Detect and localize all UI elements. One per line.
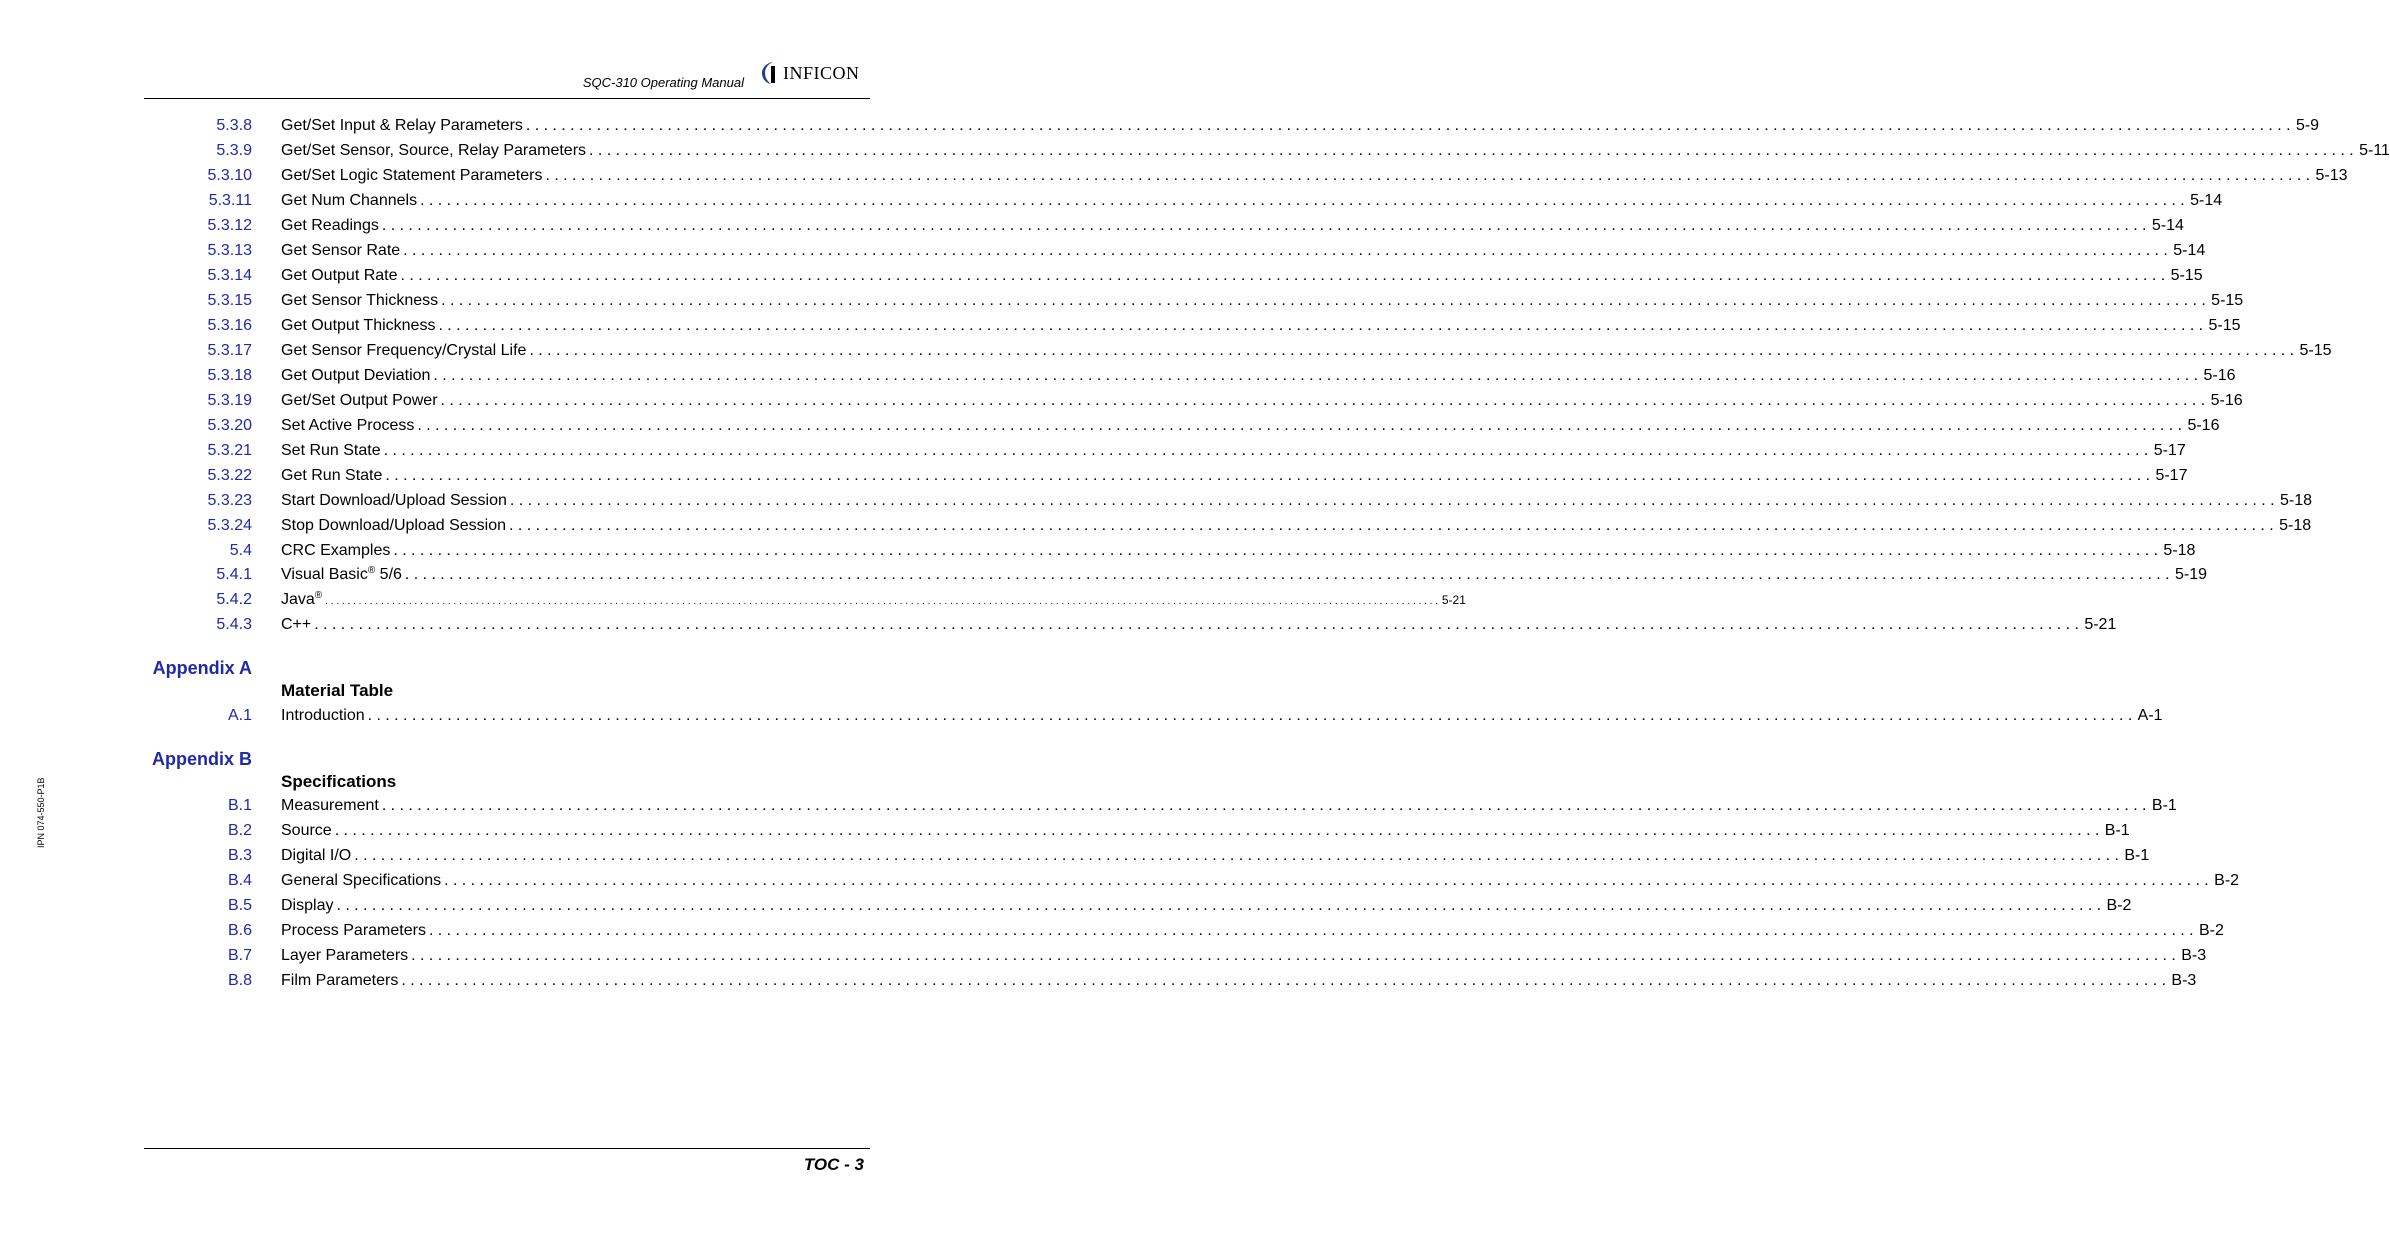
dot-leader: ........................................................................................................................................................................................................ xyxy=(438,317,2208,334)
toc-entry-title: Visual Basic® 5/6 xyxy=(281,565,402,583)
toc-row-java xyxy=(0,590,1466,613)
dot-leader: ........................................................................................................................................................................................................ xyxy=(509,517,2279,534)
toc-entry[interactable] xyxy=(281,242,2206,260)
toc-section-number[interactable]: B.2 xyxy=(227,822,252,839)
toc-section-number[interactable]: A.1 xyxy=(227,707,252,724)
toc-entry-title: Get/Set Sensor, Source, Relay Parameters xyxy=(281,142,587,159)
toc-page-number: 5-18 xyxy=(2279,492,2312,509)
dot-leader: ........................................................................................................................................................................................................ xyxy=(444,872,2214,889)
toc-entry[interactable] xyxy=(281,492,2312,510)
toc-page-number: B-3 xyxy=(2181,947,2207,964)
toc-row xyxy=(0,797,2177,819)
toc-section-number[interactable]: 5.3.13 xyxy=(207,242,252,259)
toc-row xyxy=(0,492,2312,514)
toc-entry[interactable] xyxy=(281,565,2208,584)
toc-entry[interactable] xyxy=(281,442,2186,460)
toc-page-number: 5-14 xyxy=(2173,242,2206,259)
toc-entry-title: Get Sensor Thickness xyxy=(281,292,439,309)
toc-page-number: 5-15 xyxy=(2170,267,2203,284)
toc-row xyxy=(0,142,2390,164)
toc-row xyxy=(0,947,2207,969)
toc-row xyxy=(0,847,2150,869)
toc-page-number: 5-16 xyxy=(2203,367,2236,384)
toc-entry-title: Get/Set Input & Relay Parameters xyxy=(281,117,523,134)
toc-entry[interactable] xyxy=(281,872,2240,890)
toc-row xyxy=(0,417,2220,439)
toc-entry-title: Get/Set Logic Statement Parameters xyxy=(281,167,543,184)
toc-section-number[interactable]: 5.4.2 xyxy=(216,591,252,608)
toc-row-visual-basic xyxy=(0,565,2208,588)
toc-section-number[interactable]: B.1 xyxy=(227,797,252,814)
dot-leader: ........................................................................................................................................................................................................ xyxy=(383,442,2153,459)
toc-entry-title: Java® xyxy=(281,590,323,608)
registered-mark: ® xyxy=(367,565,376,576)
dot-leader: ........................................................................................................................................................................................................ xyxy=(404,566,2174,583)
toc-entry[interactable] xyxy=(281,707,2163,725)
toc-section-number[interactable]: B.3 xyxy=(227,847,252,864)
toc-entry[interactable] xyxy=(281,616,2117,634)
toc-row xyxy=(0,897,2132,919)
logo-text: INFICON xyxy=(783,62,860,83)
toc-entry[interactable] xyxy=(281,192,2223,210)
dot-leader: ........................................................................................................................................................................................................ xyxy=(381,217,2151,234)
toc-row xyxy=(0,292,2244,314)
toc-entry[interactable] xyxy=(281,342,2332,360)
dot-leader: ........................................................................................................................................................................................................ xyxy=(385,467,2155,484)
toc-section-number[interactable]: B.5 xyxy=(227,897,252,914)
dot-leader: ........................................................................................................................................................................................................ xyxy=(367,707,2137,724)
toc-entry-title: Display xyxy=(281,897,334,914)
toc-entry-title: Digital I/O xyxy=(281,847,352,864)
toc-page-number: 5-15 xyxy=(2211,292,2244,309)
toc-entry-title: Get Num Channels xyxy=(281,192,418,209)
toc-row-cpp xyxy=(0,616,2117,638)
toc-page-number: 5-21 xyxy=(2084,616,2117,633)
dot-leader: ........................................................................................................................................................................................................ xyxy=(417,417,2187,434)
dot-leader: ........................................................................................................................................................................................................ xyxy=(509,492,2279,509)
appendix-b-label[interactable]: Appendix B xyxy=(151,749,252,769)
toc-page-number: B-1 xyxy=(2104,822,2130,839)
toc-page-number: 5-14 xyxy=(2190,192,2223,209)
dot-leader: ........................................................................................................................................................................................................ xyxy=(393,542,2163,559)
toc-entry[interactable] xyxy=(281,217,2184,235)
toc-entry[interactable] xyxy=(281,417,2220,435)
toc-entry-title: Get Output Deviation xyxy=(281,367,431,384)
toc-section-number[interactable]: 5.3.17 xyxy=(207,342,252,359)
toc-section-number[interactable]: 5.3.20 xyxy=(207,417,252,434)
toc-section-number[interactable]: 5.3.18 xyxy=(207,367,252,384)
dot-leader: ........................................................................................................................................................................................................ xyxy=(420,192,2190,209)
toc-entry[interactable] xyxy=(281,797,2177,815)
dot-leader: ........................................................................................................................................................................................................ xyxy=(433,367,2203,384)
toc-entry-title: Film Parameters xyxy=(281,972,399,989)
toc-page-number: B-1 xyxy=(2124,847,2150,864)
dot-leader: ........................................................................................................................................................................................................ xyxy=(589,142,2359,159)
toc-section-number[interactable]: B.6 xyxy=(227,922,252,939)
toc-entry[interactable] xyxy=(281,590,1466,609)
toc-row xyxy=(0,707,2163,729)
dot-leader: ........................................................................................................................................................................................................ xyxy=(440,392,2210,409)
inficon-logo-icon xyxy=(760,61,780,85)
dot-leader: ........................................................................................................................................................................................................ xyxy=(545,167,2315,184)
toc-row xyxy=(0,242,2206,264)
toc-entry[interactable] xyxy=(281,117,2320,135)
registered-mark: ® xyxy=(314,590,323,601)
toc-row xyxy=(0,517,2312,539)
toc-page-number: 5-16 xyxy=(2210,392,2243,409)
toc-entry-title: Measurement xyxy=(281,797,379,814)
document-id: IPN 074-550-P1B xyxy=(36,777,46,848)
header-rule xyxy=(144,98,870,99)
toc-entry[interactable] xyxy=(281,292,2244,310)
toc-entry[interactable] xyxy=(281,142,2390,160)
appendix-a-heading: Material Table xyxy=(281,681,394,700)
toc-row xyxy=(0,167,2348,189)
toc-section-number[interactable]: B.4 xyxy=(227,872,252,889)
toc-row xyxy=(0,442,2186,464)
toc-entry[interactable] xyxy=(281,897,2132,915)
toc-row xyxy=(0,467,2188,489)
toc-entry[interactable] xyxy=(281,542,2196,560)
dot-leader: ........................................................................................................................................................................................................ xyxy=(325,596,1441,607)
toc-page-number: 5-9 xyxy=(2295,117,2320,134)
toc-page-number: 5-11 xyxy=(2359,142,2390,159)
dot-leader: ........................................................................................................................................................................................................ xyxy=(529,342,2299,359)
toc-page-number: 5-15 xyxy=(2299,342,2332,359)
dot-leader: ........................................................................................................................................................................................................ xyxy=(428,922,2198,939)
toc-entry-title: CRC Examples xyxy=(281,542,391,559)
toc-page-number: B-1 xyxy=(2151,797,2177,814)
toc-page-number: 5-17 xyxy=(2155,467,2188,484)
toc-entry-title: Start Download/Upload Session xyxy=(281,492,507,509)
toc-section-number[interactable]: 5.3.10 xyxy=(207,167,252,184)
footer-page-number: TOC - 3 xyxy=(803,1155,864,1174)
dot-leader: ........................................................................................................................................................................................................ xyxy=(525,117,2295,134)
toc-section-number[interactable]: 5.3.21 xyxy=(207,442,252,459)
toc-entry-title: Source xyxy=(281,822,332,839)
toc-entry-title: Get Sensor Frequency/Crystal Life xyxy=(281,342,527,359)
toc-row xyxy=(0,542,2196,564)
toc-entry-title: Set Run State xyxy=(281,442,381,459)
toc-entry-title: Stop Download/Upload Session xyxy=(281,517,507,534)
dot-leader: ........................................................................................................................................................................................................ xyxy=(334,822,2104,839)
toc-section-number[interactable]: B.7 xyxy=(227,947,252,964)
toc-entry[interactable] xyxy=(281,367,2236,385)
toc-page-number: 5-14 xyxy=(2151,217,2184,234)
toc-row xyxy=(0,392,2243,414)
toc-entry[interactable] xyxy=(281,392,2243,410)
footer-rule xyxy=(144,1148,870,1149)
toc-row xyxy=(0,972,2197,994)
toc-entry-title: Get Output Rate xyxy=(281,267,398,284)
toc-section-number[interactable]: 5.3.23 xyxy=(207,492,252,509)
toc-page-number: B-2 xyxy=(2199,922,2224,939)
dot-leader: ........................................................................................................................................................................................................ xyxy=(441,292,2211,309)
toc-row xyxy=(0,367,2236,389)
toc-row xyxy=(0,117,2320,139)
dot-leader: ........................................................................................................................................................................................................ xyxy=(411,947,2181,964)
toc-page-number: 5-16 xyxy=(2187,417,2220,434)
toc-entry-title: Introduction xyxy=(281,707,365,724)
toc-section-number[interactable]: 5.3.14 xyxy=(207,267,252,284)
toc-entry-title: Layer Parameters xyxy=(281,947,409,964)
toc-entry-title: Get Sensor Rate xyxy=(281,242,401,259)
toc-entry[interactable] xyxy=(281,517,2312,535)
toc-row xyxy=(0,822,2130,844)
toc-section-number[interactable]: 5.4.3 xyxy=(216,616,252,633)
toc-entry-title: General Specifications xyxy=(281,872,442,889)
toc-entry-title: Process Parameters xyxy=(281,922,426,939)
toc-section-number[interactable]: 5.4 xyxy=(229,542,252,559)
toc-section-number[interactable]: 5.4.1 xyxy=(216,566,252,583)
toc-row xyxy=(0,317,2241,339)
toc-page-number: A-1 xyxy=(2137,707,2163,724)
toc-page-number: 5-18 xyxy=(2163,542,2196,559)
dot-leader: ........................................................................................................................................................................................................ xyxy=(403,242,2173,259)
dot-leader: ........................................................................................................................................................................................................ xyxy=(354,847,2124,864)
toc-section-number[interactable]: 5.3.19 xyxy=(207,392,252,409)
toc-page-number: B-2 xyxy=(2214,872,2240,889)
toc-section-number[interactable]: 5.3.8 xyxy=(216,117,252,134)
toc-entry[interactable] xyxy=(281,972,2197,990)
toc-page-number: 5-15 xyxy=(2208,317,2241,334)
toc-row xyxy=(0,192,2223,214)
toc-section-number[interactable]: 5.3.22 xyxy=(207,467,252,484)
toc-entry-title: Get Readings xyxy=(281,217,379,234)
toc-page-number: 5-17 xyxy=(2153,442,2186,459)
toc-page-number: 5-18 xyxy=(2279,517,2312,534)
appendix-a-label[interactable]: Appendix A xyxy=(152,658,252,678)
toc-entry-title: C++ xyxy=(281,616,312,633)
toc-entry[interactable] xyxy=(281,947,2207,965)
toc-section-number[interactable]: 5.3.24 xyxy=(207,517,252,534)
dot-leader: ........................................................................................................................................................................................................ xyxy=(401,972,2171,989)
toc-entry[interactable] xyxy=(281,317,2241,335)
toc-entry[interactable] xyxy=(281,922,2224,940)
toc-row xyxy=(0,217,2184,239)
toc-page-number: 5-13 xyxy=(2315,167,2348,184)
toc-section-number[interactable]: 5.3.16 xyxy=(207,317,252,334)
dot-leader: ........................................................................................................................................................................................................ xyxy=(400,267,2170,284)
toc-section-number[interactable]: B.8 xyxy=(227,972,252,989)
dot-leader: ........................................................................................................................................................................................................ xyxy=(381,797,2151,814)
toc-entry-title: Get Run State xyxy=(281,467,383,484)
toc-entry[interactable] xyxy=(281,167,2348,185)
toc-row xyxy=(0,872,2240,894)
toc-entry-title: Set Active Process xyxy=(281,417,415,434)
toc-entry[interactable] xyxy=(281,267,2203,285)
toc-row xyxy=(0,342,2332,364)
toc-page-number: B-3 xyxy=(2171,972,2197,989)
toc-section-number[interactable]: 5.3.11 xyxy=(208,192,252,209)
toc-entry-title: Get Output Thickness xyxy=(281,317,436,334)
toc-entry[interactable] xyxy=(281,822,2130,840)
dot-leader: ........................................................................................................................................................................................................ xyxy=(314,616,2084,633)
toc-section-number[interactable]: 5.3.9 xyxy=(216,142,252,159)
dot-leader: ........................................................................................................................................................................................................ xyxy=(336,897,2106,914)
toc-page-number: 5-19 xyxy=(2174,566,2208,583)
inficon-logo xyxy=(760,60,872,86)
toc-row xyxy=(0,267,2203,289)
toc-entry[interactable] xyxy=(281,847,2150,865)
appendix-b-heading: Specifications xyxy=(281,772,397,791)
toc-section-number[interactable]: 5.3.15 xyxy=(207,292,252,309)
toc-page-number: 5-21 xyxy=(1441,593,1466,607)
toc-entry-title: Get/Set Output Power xyxy=(281,392,438,409)
toc-row xyxy=(0,922,2224,944)
toc-section-number[interactable]: 5.3.12 xyxy=(207,217,252,234)
toc-page-number: B-2 xyxy=(2106,897,2132,914)
toc-entry[interactable] xyxy=(281,467,2188,485)
manual-title: SQC-310 Operating Manual xyxy=(582,75,744,90)
